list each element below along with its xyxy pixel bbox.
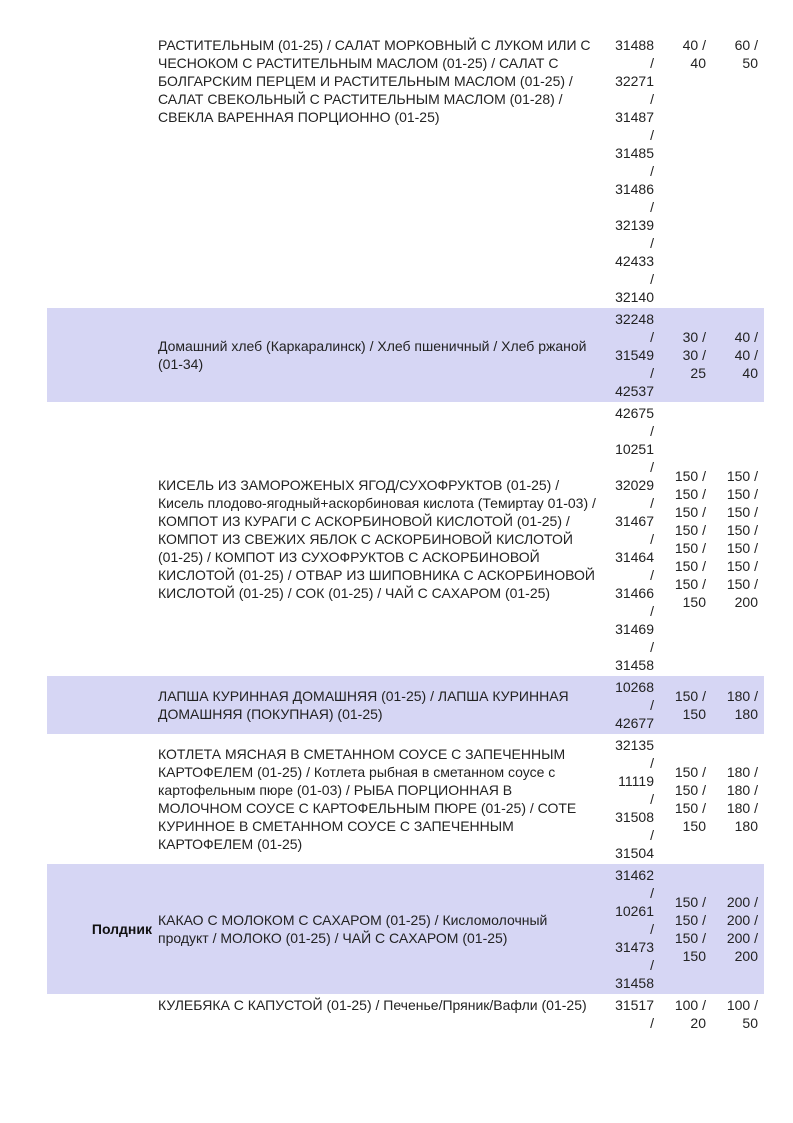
code-line: 31458 (615, 657, 654, 673)
code-line: / (650, 697, 654, 713)
code-line: 42433 (615, 253, 654, 269)
weight2-line: 180 / (726, 782, 758, 798)
weight2-line: 200 (734, 948, 758, 964)
code-cell (603, 308, 657, 402)
weight1-line: 150 / (674, 930, 706, 946)
code-line: 10261 (615, 903, 654, 919)
weight2-cell (709, 994, 764, 1034)
weight1-line: 150 / (674, 800, 706, 816)
code-line: 31485 (615, 145, 654, 161)
code-line: / (650, 755, 654, 771)
code-line: 32029 (615, 477, 654, 493)
weight1-line: 150 / (674, 894, 706, 910)
menu-row (47, 734, 764, 864)
weight1-line: 40 / (682, 37, 706, 53)
weight1-line: 150 / (674, 912, 706, 928)
meal-name: Полдник (47, 864, 155, 994)
code-line: 32140 (615, 289, 654, 305)
weight1-line: 150 / (674, 558, 706, 574)
code-line: / (650, 791, 654, 807)
weight1-line: 150 / (674, 486, 706, 502)
weight1-cell (657, 402, 709, 676)
code-line: / (650, 55, 654, 71)
weight1-line: 150 (682, 818, 706, 834)
code-line: 31486 (615, 181, 654, 197)
dish-cell: КУЛЕБЯКА С КАПУСТОЙ (01-25) / Печенье/Пряник/Вафли (01-25) (158, 997, 587, 1013)
weight1-cell (657, 308, 709, 402)
meal-cell (47, 994, 155, 1034)
code-line: 42677 (615, 715, 654, 731)
menu-row (47, 864, 764, 994)
meal-cell (47, 34, 155, 308)
code-line: / (650, 199, 654, 215)
weight1-line: 150 / (674, 540, 706, 556)
weight2-line: 180 / (726, 688, 758, 704)
code-line: / (650, 921, 654, 937)
code-line: 42675 (615, 405, 654, 421)
weight1-line: 30 / (682, 347, 706, 363)
weight2-line: 150 / (726, 486, 758, 502)
code-cell (603, 864, 657, 994)
code-line: 32248 (615, 311, 654, 327)
code-line: / (650, 423, 654, 439)
weight2-line: 180 / (726, 764, 758, 780)
code-line: 31467 (615, 513, 654, 529)
weight2-line: 150 / (726, 522, 758, 538)
weight1-line: 30 / (682, 329, 706, 345)
code-line: / (650, 1015, 654, 1031)
code-line: 31464 (615, 549, 654, 565)
code-line: / (650, 827, 654, 843)
code-line: / (650, 91, 654, 107)
weight2-line: 40 (742, 365, 758, 381)
weight2-line: 50 (742, 1015, 758, 1031)
code-line: / (650, 639, 654, 655)
weight1-line: 150 / (674, 688, 706, 704)
code-cell (603, 734, 657, 864)
menu-row (47, 34, 764, 308)
code-line: 10251 (615, 441, 654, 457)
weight1-line: 150 / (674, 468, 706, 484)
code-line: / (650, 127, 654, 143)
weight2-cell (709, 676, 764, 734)
code-line: / (650, 531, 654, 547)
code-cell (603, 402, 657, 676)
menu-table (47, 34, 764, 1034)
weight1-line: 150 / (674, 764, 706, 780)
weight2-line: 180 (734, 818, 758, 834)
weight2-line: 50 (742, 55, 758, 71)
code-line: 31466 (615, 585, 654, 601)
weight1-line: 150 (682, 948, 706, 964)
weight2-line: 180 (734, 706, 758, 722)
weight2-cell (709, 734, 764, 864)
weight2-line: 100 / (726, 997, 758, 1013)
code-line: 10268 (615, 679, 654, 695)
weight1-line: 25 (690, 365, 706, 381)
weight1-cell (657, 676, 709, 734)
weight1-cell (657, 34, 709, 308)
code-line: 42537 (615, 383, 654, 399)
code-line: / (650, 567, 654, 583)
weight2-line: 200 / (726, 912, 758, 928)
code-line: / (650, 365, 654, 381)
weight1-line: 150 / (674, 782, 706, 798)
menu-table-body (47, 34, 764, 1034)
weight1-line: 150 / (674, 504, 706, 520)
weight1-line: 40 (690, 55, 706, 71)
code-line: 31508 (615, 809, 654, 825)
weight1-line: 150 (682, 594, 706, 610)
code-line: / (650, 329, 654, 345)
weight1-cell (657, 994, 709, 1034)
code-line: 31488 (615, 37, 654, 53)
code-line: / (650, 271, 654, 287)
code-line: / (650, 495, 654, 511)
weight2-cell (709, 34, 764, 308)
code-line: 31469 (615, 621, 654, 637)
dish-cell: КАКАО С МОЛОКОМ С САХАРОМ (01-25) / Кисломолочный продукт / МОЛОКО (01-25) / ЧАЙ С САХАРОМ (01-25) (155, 864, 603, 994)
code-line: 31487 (615, 109, 654, 125)
weight1-line: 20 (690, 1015, 706, 1031)
weight1-cell (657, 864, 709, 994)
dish-cell: РАСТИТЕЛЬНЫМ (01-25) / САЛАТ МОРКОВНЫЙ С ЛУКОМ ИЛИ С ЧЕСНОКОМ С РАСТИТЕЛЬНЫМ МАСЛОМ (01-25) / САЛАТ С БОЛГАРСКИМ ПЕРЦЕМ И РАСТИТЕЛЬНЫМ МАСЛОМ (01-25) / САЛАТ СВЕКОЛЬНЫЙ С РАСТИТЕЛЬНЫМ МАСЛОМ (01-28) / СВЕКЛА ВАРЕННАЯ ПОРЦИОННО (01-25) (158, 37, 591, 125)
code-line: 31462 (615, 867, 654, 883)
weight2-line: 40 / (734, 347, 758, 363)
menu-row (47, 994, 764, 1034)
weight2-line: 150 / (726, 504, 758, 520)
meal-cell (47, 676, 155, 734)
weight1-line: 150 / (674, 576, 706, 592)
code-cell (603, 994, 657, 1034)
weight2-line: 150 / (726, 468, 758, 484)
dish-cell: Домашний хлеб (Каркаралинск) / Хлеб пшеничный / Хлеб ржаной (01-34) (155, 308, 603, 402)
menu-row (47, 402, 764, 676)
weight2-cell (709, 308, 764, 402)
code-line: / (650, 957, 654, 973)
weight2-line: 200 / (726, 894, 758, 910)
code-line: / (650, 163, 654, 179)
weight1-cell (657, 734, 709, 864)
code-cell (603, 676, 657, 734)
code-line: 31458 (615, 975, 654, 991)
weight2-line: 40 / (734, 329, 758, 345)
code-line: 31549 (615, 347, 654, 363)
weight2-line: 150 / (726, 540, 758, 556)
dish-cell: ЛАПША КУРИННАЯ ДОМАШНЯЯ (01-25) / ЛАПША КУРИННАЯ ДОМАШНЯЯ (ПОКУПНАЯ) (01-25) (155, 676, 603, 734)
code-line: 32271 (615, 73, 654, 89)
dish-cell: КИСЕЛЬ ИЗ ЗАМОРОЖЕНЫХ ЯГОД/СУХОФРУКТОВ (01-25) / Кисель плодово-ягодный+аскорбиновая кислота (Темиртау 01-03) / КОМПОТ ИЗ КУРАГИ С АСКОРБИНОВОЙ КИСЛОТОЙ (01-25) / КОМПОТ ИЗ СВЕЖИХ ЯБЛОК С АСКОРБИНОВОЙ КИСЛОТОЙ (01-25) / КОМПОТ ИЗ СУХОФРУКТОВ С АСКОРБИНОВОЙ КИСЛОТОЙ (01-25) / ОТВАР ИЗ ШИПОВНИКА С АСКОРБИНОВОЙ КИСЛОТОЙ (01-25) / СОК (01-25) / ЧАЙ С САХАРОМ (01-25) (158, 477, 596, 601)
code-line: 32139 (615, 217, 654, 233)
code-line: 31504 (615, 845, 654, 861)
weight2-line: 150 / (726, 558, 758, 574)
code-line: / (650, 885, 654, 901)
weight2-line: 200 (734, 594, 758, 610)
code-line: 31473 (615, 939, 654, 955)
weight1-line: 100 / (674, 997, 706, 1013)
meal-cell (47, 308, 155, 402)
code-line: 32135 (615, 737, 654, 753)
menu-row (47, 676, 764, 734)
dish-cell: КОТЛЕТА МЯСНАЯ В СМЕТАННОМ СОУСЕ С ЗАПЕЧЕННЫМ КАРТОФЕЛЕМ (01-25) / Котлета рыбная в сметанном соусе с картофельным пюре (01-03) / РЫБА ПОРЦИОННАЯ В МОЛОЧНОМ СОУСЕ С КАРТОФЕЛЬНЫМ ПЮРЕ (01-25) / СОТЕ КУРИННОЕ В СМЕТАННОМ СОУСЕ С ЗАПЕЧЕННЫМ КАРТОФЕЛЕМ (01-25) (158, 746, 577, 852)
code-line: 31517 (615, 997, 654, 1013)
weight2-line: 150 / (726, 576, 758, 592)
weight1-line: 150 (682, 706, 706, 722)
code-line: 11119 (618, 773, 654, 789)
code-line: / (650, 235, 654, 251)
weight2-line: 180 / (726, 800, 758, 816)
weight2-line: 200 / (726, 930, 758, 946)
meal-cell (47, 734, 155, 864)
weight2-cell (709, 402, 764, 676)
meal-cell (47, 402, 155, 676)
weight2-cell (709, 864, 764, 994)
code-line: / (650, 603, 654, 619)
weight1-line: 150 / (674, 522, 706, 538)
menu-row (47, 308, 764, 402)
code-cell (603, 34, 657, 308)
code-line: / (650, 459, 654, 475)
weight2-line: 60 / (734, 37, 758, 53)
